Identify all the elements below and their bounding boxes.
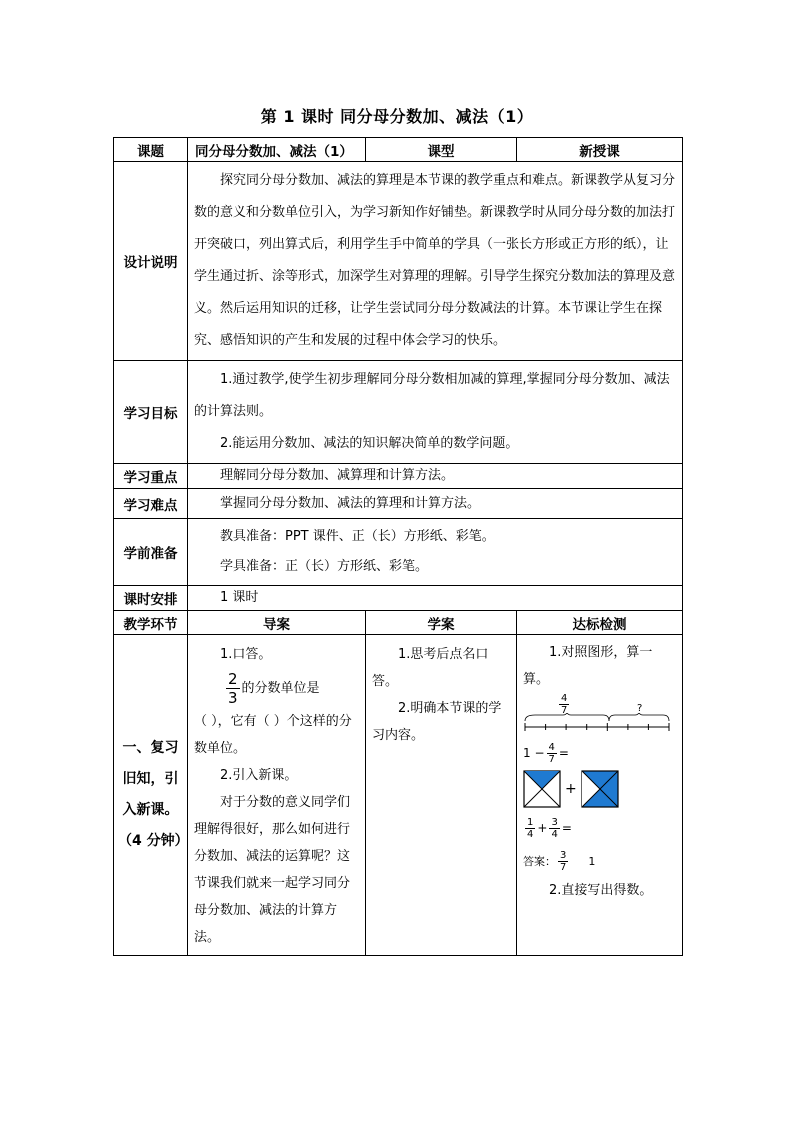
square-figure-right bbox=[581, 770, 619, 808]
key-point-row bbox=[114, 464, 683, 489]
square-figure-left bbox=[523, 770, 561, 808]
stage1-guide bbox=[188, 635, 366, 956]
goal-item-2: 2.能运用分数加、减法的知识解决简单的数学问题。 bbox=[220, 436, 519, 451]
answer-line bbox=[523, 845, 676, 877]
topic-row bbox=[114, 138, 683, 162]
check-p2: 2.直接写出得数。 bbox=[549, 883, 653, 898]
equation-1: 1 − $\frac{4}{7}$ = bbox=[523, 741, 569, 765]
answer-fraction: $\frac{3}{7}$ bbox=[560, 849, 567, 873]
segment-fraction: $\frac{4}{7}$ bbox=[561, 693, 568, 716]
col-guide: 导案 bbox=[188, 611, 366, 635]
design-text: 探究同分母分数加、减法的算理是本节课的教学重点和难点。新课教学从复习分数的意义和分数单位引入，为学习新知作好铺垫。新课教学时从同分母分数的加法打开突破口，列出算式后，利用学生手中简单的学具（一张长方形或正方形的纸），让学生通过折、涂等形式，加深学生对算理的理解。引导学生探究分数加法的算理及意义。然后运用知识的迁移，让学生尝试同分母分数减法的计算。本节课让学生在探究、感悟知识的产生和发展的过程中体会学习的快乐。 bbox=[194, 173, 676, 348]
key-point-label: 学习重点 bbox=[114, 464, 188, 489]
guide-p5: 对于分数的意义同学们理解得很好，那么如何进行分数加、减法的运算呢？这节课我们就来一起学习同分母分数加、减法的计算方法。 bbox=[194, 795, 351, 945]
guide-fraction: $\frac{2}{3}$ bbox=[228, 669, 238, 707]
answer-2: 1 bbox=[588, 854, 596, 868]
answer-label: 答案： bbox=[523, 854, 556, 868]
plus-sign: + bbox=[565, 780, 577, 797]
schedule-text: 1 课时 bbox=[220, 590, 259, 605]
segment-line bbox=[523, 713, 673, 739]
page-title: 第 1 课时 同分母分数加、减法（1） bbox=[260, 107, 534, 126]
square-figures bbox=[523, 767, 676, 811]
check-p1: 1.对照图形，算一算。 bbox=[523, 645, 653, 687]
guide-fraction-line bbox=[194, 668, 359, 708]
topic-label: 课题 bbox=[114, 138, 188, 162]
lesson-plan-table bbox=[113, 137, 683, 956]
segment-question: ? bbox=[637, 703, 643, 714]
goals-row bbox=[114, 361, 683, 464]
col-check: 达标检测 bbox=[517, 611, 683, 635]
goal-item-1: 1.通过教学,使学生初步理解同分母分数相加减的算理,掌握同分母分数加、减法的计算法则。 bbox=[194, 372, 670, 419]
type-label: 课型 bbox=[366, 138, 517, 162]
prep-row bbox=[114, 519, 683, 586]
brace-left bbox=[525, 713, 609, 721]
type-value: 新授课 bbox=[517, 138, 683, 162]
schedule-row bbox=[114, 586, 683, 611]
key-point-text: 理解同分母分数加、减算理和计算方法。 bbox=[220, 468, 455, 483]
goals-label: 学习目标 bbox=[114, 361, 188, 464]
segment-diagram bbox=[523, 693, 676, 739]
difficulty-label: 学习难点 bbox=[114, 489, 188, 519]
difficulty-row bbox=[114, 489, 683, 519]
column-header-row bbox=[114, 611, 683, 635]
guide-p4: 2.引入新课。 bbox=[220, 768, 298, 783]
col-study: 学案 bbox=[366, 611, 517, 635]
difficulty-text: 掌握同分母分数加、减法的算理和计算方法。 bbox=[220, 495, 481, 511]
prep-teacher: 教具准备：PPT 课件、正（长）方形纸、彩笔。 bbox=[220, 529, 495, 544]
guide-p1: 1.口答。 bbox=[220, 647, 272, 662]
study-p1: 1.思考后点名口答。 bbox=[372, 647, 489, 689]
eq2-fraction-a: $\frac{1}{4}$ bbox=[527, 816, 534, 840]
eq2-fraction-b: $\frac{3}{4}$ bbox=[551, 816, 558, 840]
design-row bbox=[114, 162, 683, 361]
eq1-fraction: $\frac{4}{7}$ bbox=[548, 741, 555, 765]
stage1-study bbox=[366, 635, 517, 956]
prep-label: 学前准备 bbox=[114, 519, 188, 586]
study-p2: 2.明确本节课的学习内容。 bbox=[372, 701, 502, 743]
stage1-label: 一、复习旧知，引入新课。（4 分钟） bbox=[114, 635, 188, 956]
topic-value: 同分母分数加、减法（1） bbox=[188, 138, 366, 162]
brace-right bbox=[609, 713, 669, 721]
guide-p3: （ ），它有（ ）个这样的分数单位。 bbox=[194, 714, 352, 756]
prep-student: 学具准备：正（长）方形纸、彩笔。 bbox=[220, 559, 429, 574]
col-stage: 教学环节 bbox=[114, 611, 188, 635]
schedule-label: 课时安排 bbox=[114, 586, 188, 611]
equation-2: $\frac{1}{4}$ + $\frac{3}{4}$ = bbox=[527, 816, 572, 840]
design-label: 设计说明 bbox=[114, 162, 188, 361]
stage1-check bbox=[517, 635, 683, 956]
guide-p2: 的分数单位是 bbox=[241, 680, 320, 696]
stage1-row bbox=[114, 635, 683, 956]
